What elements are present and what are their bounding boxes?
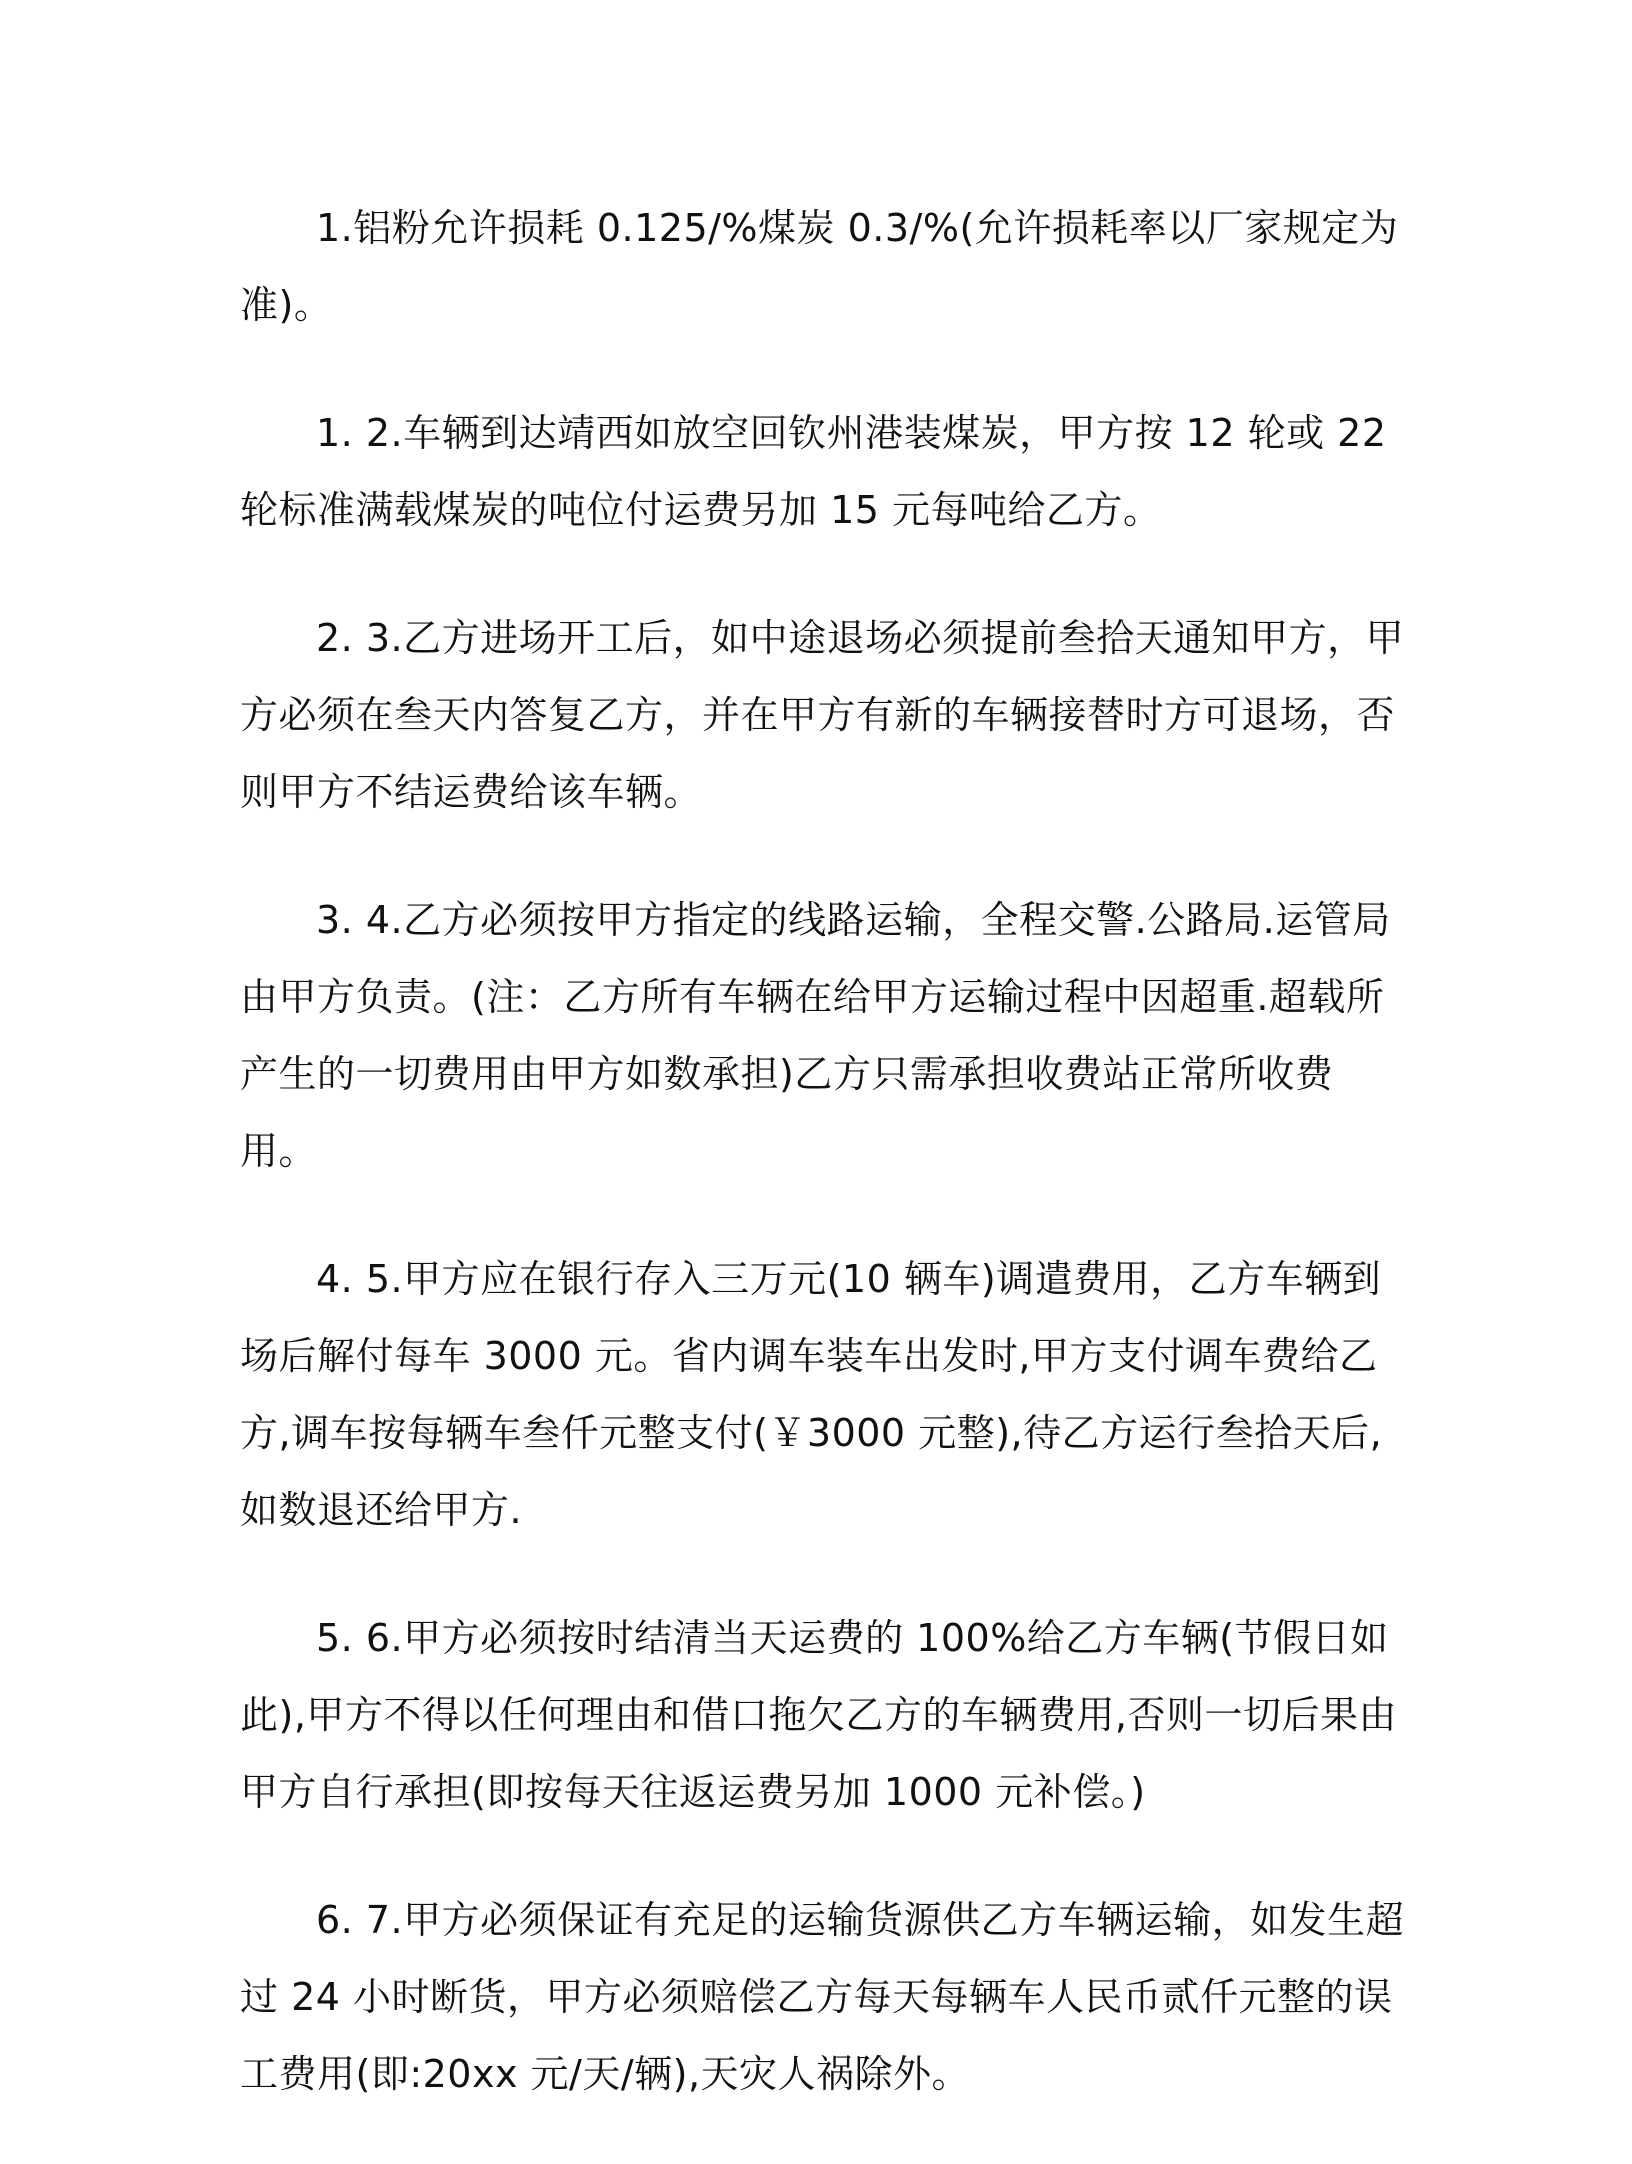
paragraph-4: 3. 4.乙方必须按甲方指定的线路运输，全程交警.公路局.运管局由甲方负责。(注：乙方所有车辆在给甲方运输过程中因超重.超载所产生的一切费用由甲方如数承担)乙方只需承担收费站正常所收费用。: [240, 898, 1391, 1173]
paragraph-6: 5. 6.甲方必须按时结清当天运费的 100%给乙方车辆(节假日如此),甲方不得以任何理由和借口拖欠乙方的车辆费用,否则一切后果由甲方自行承担(即按每天往返运费另加 1000 元补偿。): [240, 1616, 1397, 1814]
paragraph-7: 6. 7.甲方必须保证有充足的运输货源供乙方车辆运输，如发生超过 24 小时断货，甲方必须赔偿乙方每天每辆车人民币贰仟元整的误工费用(即:20xx 元/天/辆),天灾人祸除外。: [240, 1898, 1405, 2096]
paragraph-1: 1.铝粉允许损耗 0.125/%煤炭 0.3/%(允许损耗率以厂家规定为准)。: [240, 206, 1399, 327]
document-body: [240, 190, 1410, 2164]
paragraph-3: 2. 3.乙方进场开工后，如中途退场必须提前叁拾天通知甲方，甲方必须在叁天内答复乙方，并在甲方有新的车辆接替时方可退场，否则甲方不结运费给该车辆。: [240, 616, 1405, 814]
paragraph-5: 4. 5.甲方应在银行存入三万元(10 辆车)调遣费用，乙方车辆到场后解付每车 3000 元。省内调车装车出发时,甲方支付调车费给乙方,调车按每辆车叁仟元整支付(￥3000 元整),待乙方运行叁拾天后,如数退还给甲方.: [240, 1257, 1383, 1532]
paragraph-2: 1. 2.车辆到达靖西如放空回钦州港装煤炭，甲方按 12 轮或 22 轮标准满载煤炭的吨位付运费另加 15 元每吨给乙方。: [240, 411, 1387, 532]
